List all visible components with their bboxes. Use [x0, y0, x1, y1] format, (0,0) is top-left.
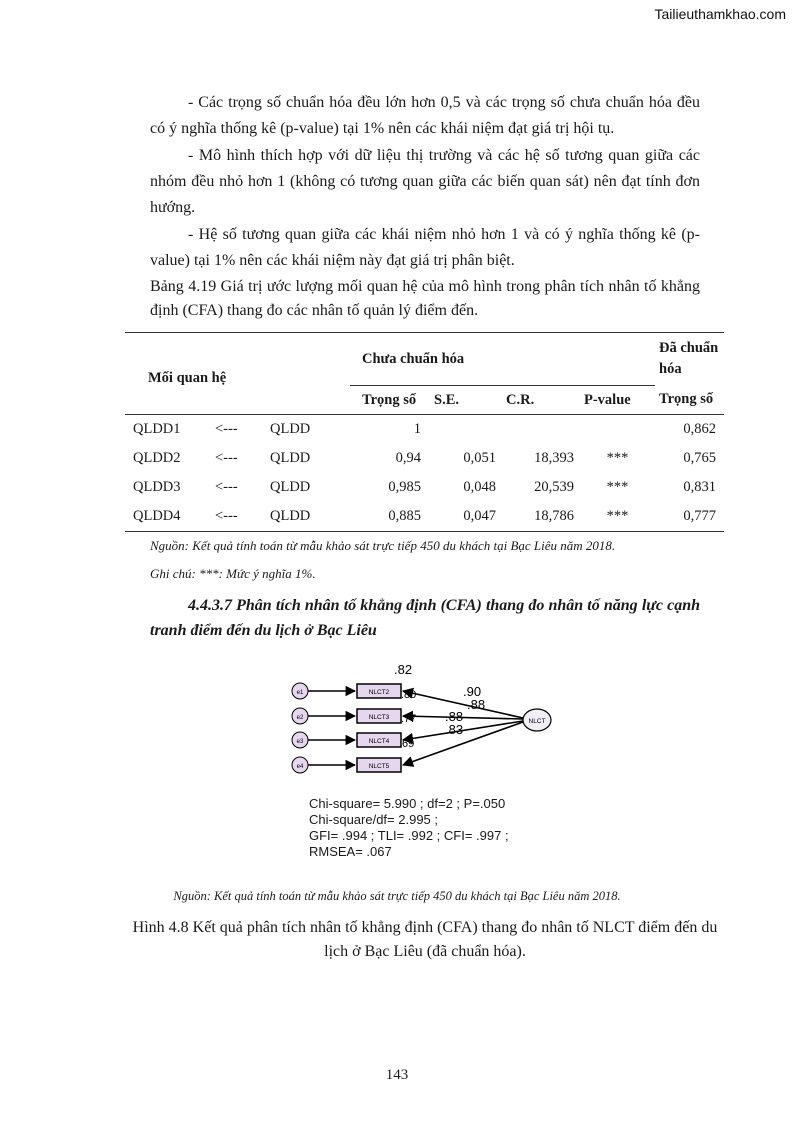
loading-label: .90: [463, 684, 482, 699]
error-term: [292, 732, 308, 748]
error-label: e3: [296, 739, 304, 745]
indicator-label: NLCT4: [368, 738, 390, 745]
fit-line: RMSEA= .067: [309, 844, 392, 859]
model-fit-statistics: [309, 796, 509, 860]
figure-source-note: Nguồn: Kết quả tính toán từ mẫu khảo sát trực tiếp 450 du khách tại Bạc Liêu năm 2018.: [173, 889, 621, 903]
indicator-label: NLCT5: [368, 763, 390, 770]
loading-label: .88: [445, 709, 464, 724]
indicator-box: [357, 758, 401, 772]
table-row: QLDD4 <--- QLDD 0,885 0,047 18,786 *** 0,777: [125, 502, 724, 532]
page-number: 143: [385, 1067, 409, 1083]
loading-label: .88: [467, 697, 486, 712]
col-se: S.E.: [434, 391, 459, 408]
r2-label: .80: [401, 689, 417, 701]
paragraph-unidimensionality: - Mô hình thích hợp với dữ liệu thị trường và các hệ số tương quan giữa các nhóm đều nhỏ hơn 1 (không có tương quan giữa các biến quan sát) nên đạt tính đơn hướng.: [150, 147, 700, 216]
r2-label: .82: [394, 662, 413, 677]
r2-label: .77: [401, 713, 417, 725]
table-significance-note: Ghi chú: ***: Mức ý nghĩa 1%.: [150, 566, 316, 581]
table-source-note: Nguồn: Kết quả tính toán từ mẫu khảo sát trực tiếp 450 du khách tại Bạc Liêu năm 2018.: [150, 538, 616, 553]
error-term: [292, 757, 308, 773]
figure-caption: Hình 4.8 Kết quả phân tích nhân tố khẳng định (CFA) thang đo nhân tố NLCT điểm đến du lịch ở Bạc Liêu (đã chuẩn hóa).: [132, 919, 718, 960]
error-label: e4: [296, 764, 304, 770]
error-term: [292, 708, 308, 724]
loading-label: .83: [445, 722, 464, 737]
latent-factor: [523, 709, 551, 731]
header-relation: Mối quan hệ: [125, 333, 350, 415]
col-p-value: P-value: [584, 391, 631, 408]
header-unstandardized: Chưa chuẩn hóa: [350, 333, 655, 386]
table-row: QLDD3 <--- QLDD 0,985 0,048 20,539 *** 0,831: [133, 479, 716, 495]
fit-line: Chi-square= 5.990 ; df=2 ; P=.050: [309, 796, 506, 811]
table-caption: Bảng 4.19 Giá trị ước lượng mối quan hệ của mô hình trong phân tích nhân tố khẳng định (CFA) thang đo các nhân tố quản lý điểm đến.: [150, 278, 700, 319]
indicator-box: [357, 733, 401, 747]
table-row: QLDD1 <--- QLDD 1 0,862: [133, 421, 716, 437]
table-row: QLDD2 <--- QLDD 0,94 0,051 18,393 *** 0,765: [133, 450, 716, 466]
indicator-label: NLCT2: [368, 689, 390, 696]
cfa-estimates-table: [125, 332, 724, 532]
indicator-box: [357, 709, 401, 723]
fit-line: Chi-square/df= 2.995 ;: [309, 812, 438, 827]
error-label: e1: [296, 690, 304, 696]
r2-label: .69: [399, 738, 415, 750]
paragraph-discriminant-validity: - Hệ số tương quan giữa các khái niệm nhỏ hơn 1 và có ý nghĩa thống kê (p-value) tại 1% nên các khái niệm này đạt giá trị phân biệt.: [150, 226, 700, 269]
watermark: Tailieuthamkhao.com: [654, 6, 786, 22]
header-standardized: Đã chuẩn hóa: [659, 340, 719, 378]
body-text: [150, 90, 700, 323]
paragraph-convergent-validity: - Các trọng số chuẩn hóa đều lớn hơn 0,5 và các trọng số chưa chuẩn hóa đều có ý nghĩa thống kê (p-value) tại 1% nên các khái niệm đạt giá trị hội tụ.: [150, 94, 700, 137]
cfa-path-diagram: [285, 658, 565, 778]
col-std-weight: Trọng số: [659, 391, 714, 408]
error-label: e2: [296, 715, 304, 721]
indicator-box: [357, 684, 401, 698]
col-cr: C.R.: [506, 391, 535, 408]
error-term: [292, 683, 308, 699]
fit-line: GFI= .994 ; TLI= .992 ; CFI= .997 ;: [309, 828, 509, 843]
indicator-label: NLCT3: [368, 714, 390, 721]
section-heading: 4.4.3.7 Phân tích nhân tố khẳng định (CFA) thang đo nhân tố năng lực cạnh tranh điểm đến du lịch ở Bạc Liêu: [150, 597, 700, 639]
latent-label: NLCT: [528, 718, 546, 725]
col-weight: Trọng số: [362, 391, 417, 408]
